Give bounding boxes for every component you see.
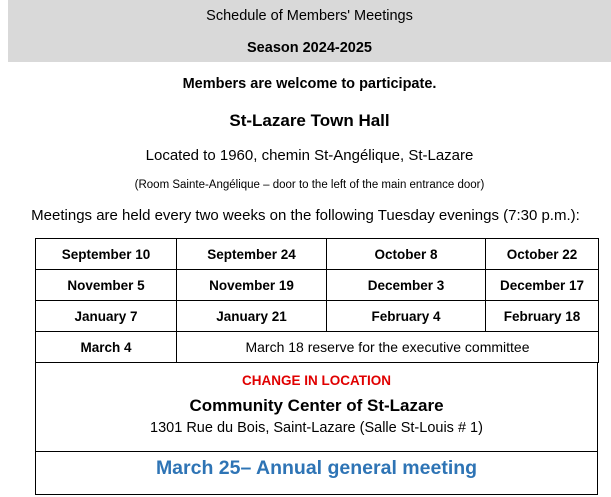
table-row	[36, 270, 599, 301]
community-center-name: Community Center of St-Lazare	[189, 396, 444, 415]
location-change-title: CHANGE IN LOCATION	[242, 373, 391, 388]
meeting-date-cell: December 17	[486, 270, 599, 301]
meeting-date-cell: October 22	[486, 239, 599, 270]
header-banner	[8, 0, 611, 62]
agm-box	[35, 451, 598, 495]
executive-reserve-note: March 18 reserve for the executive committee	[177, 332, 599, 363]
room-note: (Room Sainte-Angélique – door to the left of the main entrance door)	[134, 179, 485, 191]
table-row	[36, 301, 599, 332]
welcome-text: Members are welcome to participate.	[182, 76, 437, 92]
meeting-date-cell: January 21	[177, 301, 327, 332]
venue-address: Located to 1960, chemin St-Angélique, St-Lazare	[145, 147, 474, 164]
community-center-address: 1301 Rue du Bois, Saint-Lazare (Salle St-Louis # 1)	[150, 420, 483, 436]
season-label: Season 2024-2025	[247, 40, 372, 56]
table-row	[36, 332, 599, 363]
meeting-date-cell: September 24	[177, 239, 327, 270]
meetings-intro: Meetings are held every two weeks on the following Tuesday evenings (7:30 p.m.):	[31, 207, 580, 224]
document-title: Schedule of Members' Meetings	[206, 8, 413, 24]
meeting-date-cell: November 19	[177, 270, 327, 301]
meeting-date-cell: February 18	[486, 301, 599, 332]
meeting-date-cell: October 8	[327, 239, 486, 270]
meeting-date-cell: November 5	[36, 270, 177, 301]
meeting-date-cell: September 10	[36, 239, 177, 270]
annual-general-meeting: March 25– Annual general meeting	[155, 457, 478, 479]
location-change-box	[35, 362, 598, 452]
meeting-date-cell: January 7	[36, 301, 177, 332]
meeting-date-cell: March 4	[36, 332, 177, 363]
meeting-date-cell: February 4	[327, 301, 486, 332]
schedule-table	[35, 238, 599, 363]
venue-name: St-Lazare Town Hall	[229, 111, 390, 130]
table-row	[36, 239, 599, 270]
meeting-date-cell: December 3	[327, 270, 486, 301]
